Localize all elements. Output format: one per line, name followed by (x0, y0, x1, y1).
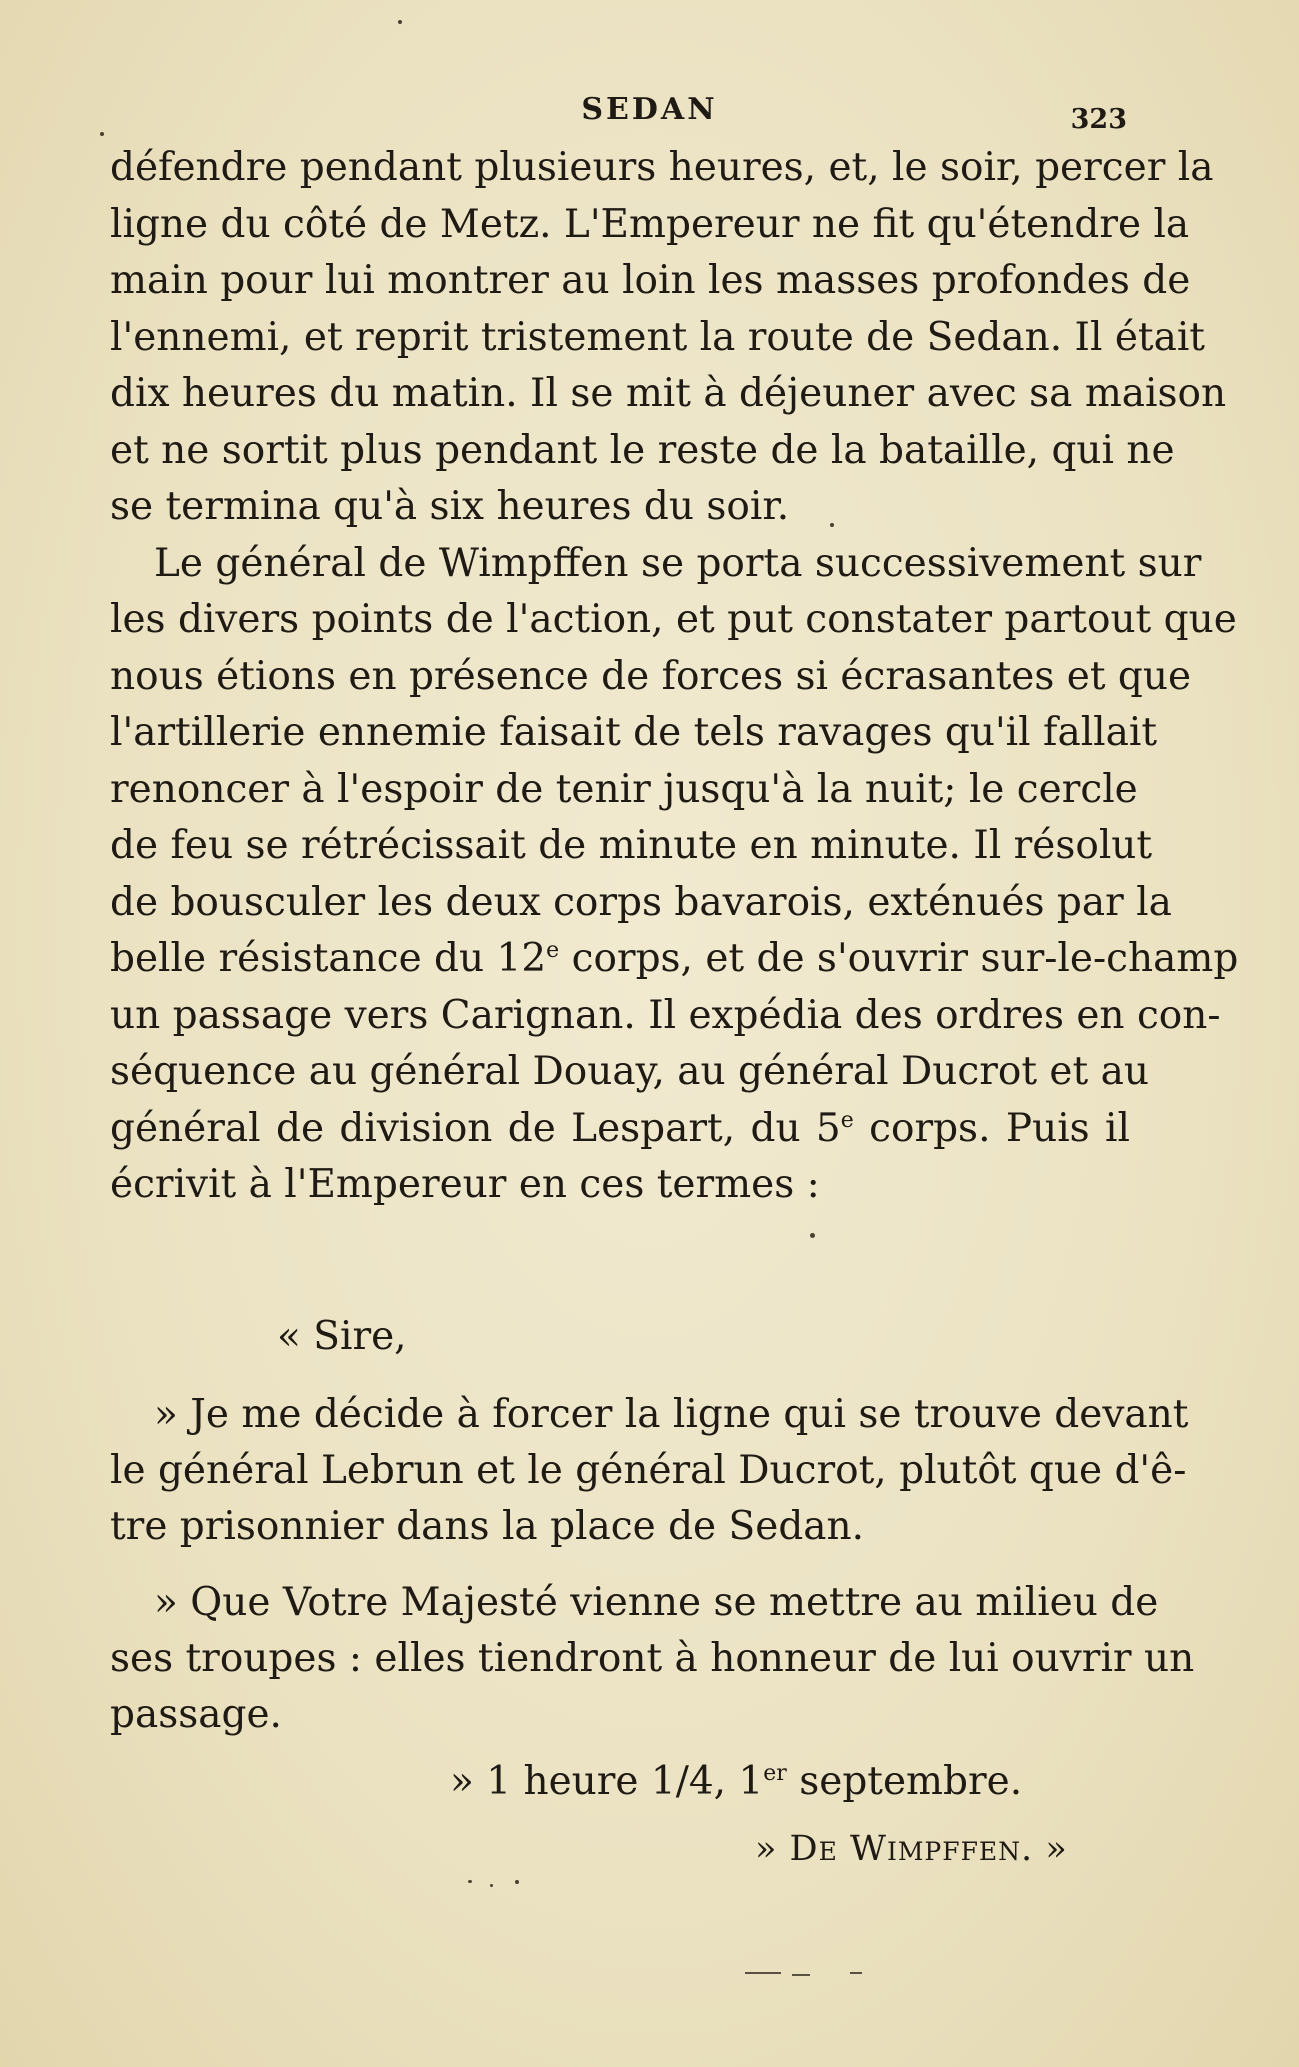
text-fragment: belle résistance du 12 (110, 936, 547, 981)
dateline-text: septembre. (786, 1758, 1023, 1804)
text-line: renoncer à l'espoir de tenir jusqu'à la nuit; le cercle (110, 766, 1138, 812)
text-fragment: général de division de Lespart, du 5 (110, 1105, 841, 1151)
dateline-text: » 1 heure 1/4, 1 (450, 1758, 764, 1804)
superscript: er (763, 1760, 787, 1786)
letter-dateline (110, 1753, 1130, 1811)
text-line: dix heures du matin. Il se mit à déjeuner avec sa maison (110, 371, 1227, 416)
print-mark (792, 1974, 810, 1976)
text-line (110, 931, 1239, 988)
text-fragment: corps, et de s'ouvrir sur-le-champ (559, 936, 1239, 981)
text-line: Le général de Wimpffen se porta successivement sur (154, 540, 1202, 586)
text-line (110, 1101, 1130, 1158)
text-line: ligne du côté de Metz. L'Empereur ne fit qu'étendre la (110, 201, 1190, 247)
letter-signature: » De Wimpffen. » (755, 1828, 1068, 1869)
letter-line: le général Lebrun et le général Ducrot, plutôt que d'ê- (110, 1447, 1187, 1493)
letter-line: tre prisonnier dans la place de Sedan. (110, 1503, 865, 1549)
text-line: l'artillerie ennemie faisait de tels ravages qu'il fallait (110, 710, 1158, 755)
print-speck (398, 20, 402, 24)
text-line: défendre pendant plusieurs heures, et, le soir, percer la (110, 145, 1214, 190)
text-line: et ne sortit plus pendant le reste de la bataille, qui ne (110, 427, 1175, 473)
letter-line: ses troupes : elles tiendront à honneur de lui ouvrir un (110, 1635, 1195, 1681)
superscript: e (840, 1107, 854, 1133)
body-text (110, 140, 1239, 1879)
letter-salutation: « Sire, (277, 1313, 407, 1359)
text-line: main pour lui montrer au loin les masses profondes de (110, 258, 1191, 303)
letter-line: » Que Votre Majesté vienne se mettre au milieu de (154, 1579, 1159, 1625)
text-line: les divers points de l'action, et put constater partout que (110, 597, 1237, 642)
text-fragment: corps. Puis il (853, 1105, 1130, 1151)
print-speck (468, 1880, 472, 1883)
text-line: écrivit à l'Empereur en ces termes : (110, 1162, 820, 1207)
paragraph-gap (110, 1555, 1130, 1575)
print-mark (745, 1972, 781, 1974)
letter-line: » Je me décide à forcer la ligne qui se trouve devant (154, 1391, 1189, 1437)
text-line: l'ennemi, et reprit tristement la route de Sedan. Il était (110, 314, 1205, 360)
text-line: un passage vers Carignan. Il expédia des ordres en con- (110, 992, 1221, 1038)
print-speck (100, 132, 104, 136)
text-line: de bousculer les deux corps bavarois, exténués par la (110, 879, 1172, 925)
section-spacer (110, 1214, 1130, 1309)
running-title: SEDAN (581, 92, 718, 127)
letter-line: passage. (110, 1691, 282, 1737)
text-line: nous étions en présence de forces si écrasantes et que (110, 653, 1192, 699)
text-line: de feu se rétrécissait de minute en minute. Il résolut (110, 823, 1153, 868)
print-speck (515, 1880, 519, 1884)
text-line: séquence au général Douay, au général Ducrot et au (110, 1049, 1149, 1094)
running-head (0, 92, 1299, 135)
print-speck (810, 1233, 815, 1238)
page-number: 323 (1070, 104, 1127, 135)
print-mark (850, 1972, 862, 1974)
print-speck (490, 1884, 493, 1887)
text-line: se termina qu'à six heures du soir. (110, 484, 790, 529)
superscript: e (546, 938, 560, 963)
print-speck (830, 523, 834, 527)
